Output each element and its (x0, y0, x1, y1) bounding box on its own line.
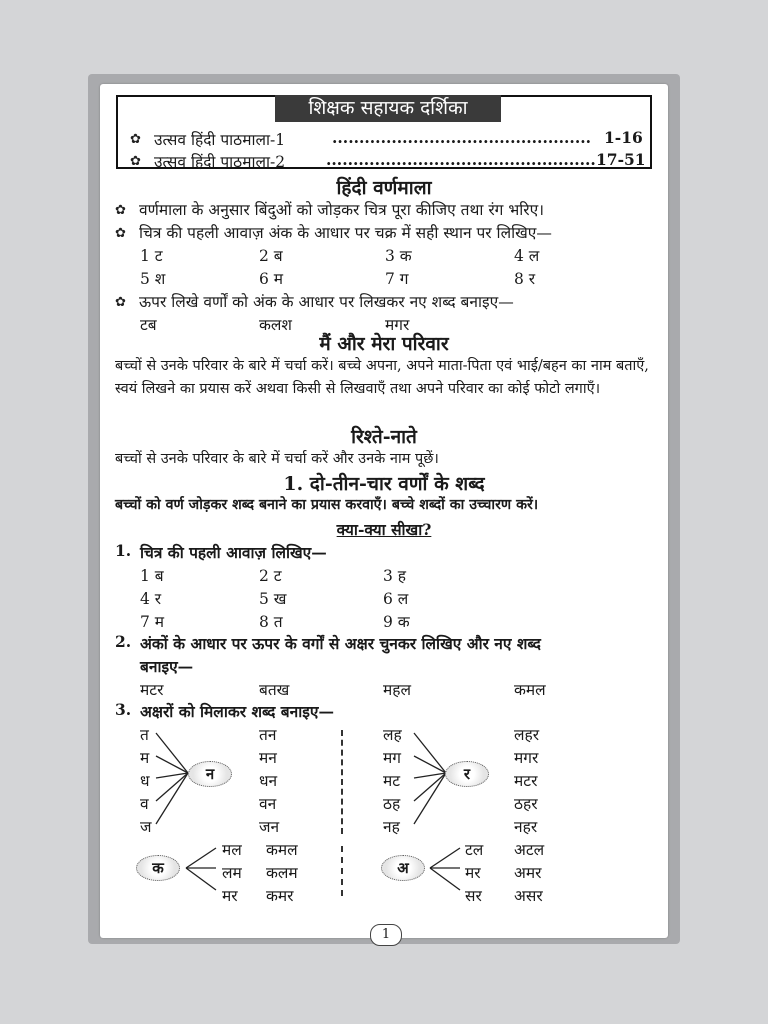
word-item: कमल (514, 681, 546, 699)
center-letter-badge: अ (381, 855, 425, 881)
letter-item: लह (383, 726, 402, 744)
question-2-text: अंकों के आधार पर ऊपर के वर्गों से अक्षर चुनकर लिखिए और नए शब्द (140, 634, 541, 653)
toc-item-2-label: उत्सव हिंदी पाठमाला-2 (154, 153, 286, 171)
toc-box (116, 95, 652, 169)
parivar-text: बच्चों से उनके परिवार के बारे में चर्चा करें। बच्चे अपना, अपने माता-पिता एवं भाई/बहन का नाम बताएँ, स्वयं लिखने का प्रयास करें अथवा किसी से लिखवाएँ तथा अपने परिवार का कोई फोटो लगाएँ। (115, 358, 649, 397)
question-number: 3. (115, 700, 132, 719)
word-item: कलम (266, 864, 298, 882)
q1-cell: 2 ट (259, 567, 282, 585)
word-item: नहर (514, 818, 538, 836)
grid-cell: 5 श (140, 270, 166, 288)
column-divider (341, 730, 343, 834)
question-number: 2. (115, 632, 132, 651)
q1-cell: 9 क (383, 613, 410, 631)
connector-lines (426, 846, 466, 896)
word-item: मगर (514, 749, 539, 767)
letter-item: नह (383, 818, 400, 836)
q1-cell: 7 म (140, 613, 165, 631)
flower-bullet-icon: ✿ (130, 154, 141, 169)
question-number: 1. (115, 541, 132, 560)
q1-cell: 4 र (140, 590, 162, 608)
grid-cell: 3 क (385, 247, 412, 265)
question-1-text: चित्र की पहली आवाज़ लिखिए— (140, 543, 327, 562)
letter-item: सर (465, 887, 482, 905)
grid-cell: 1 ट (140, 247, 163, 265)
page-number: 1 (370, 924, 402, 946)
toc-item-1-label: उत्सव हिंदी पाठमाला-1 (154, 131, 286, 149)
word-item: कमल (266, 841, 298, 859)
word-item: अमर (514, 864, 542, 882)
toc-item-2-dots: .................................................. (326, 150, 596, 169)
word-item: कलश (259, 316, 292, 334)
letter-item: मल (222, 841, 242, 859)
flower-bullet-icon: ✿ (115, 226, 126, 241)
flower-bullet-icon: ✿ (130, 132, 141, 147)
grid-cell: 7 ग (385, 270, 409, 288)
connector-lines (182, 846, 222, 896)
letter-item: मर (465, 864, 481, 882)
word-item: तन (259, 726, 277, 744)
word-item: मन (259, 749, 277, 767)
parivar-heading: मैं और मेरा परिवार (319, 333, 449, 355)
letter-item: म (140, 749, 150, 767)
letter-item: ध (140, 772, 150, 790)
column-divider (341, 846, 343, 896)
word-item: वन (259, 795, 277, 813)
grid-cell: 6 म (259, 270, 284, 288)
lesson-heading: 1. दो-तीन-चार वर्णों के शब्द (283, 473, 485, 495)
rishte-heading: रिश्ते-नाते (351, 426, 417, 448)
q1-cell: 6 ल (383, 590, 409, 608)
connector-lines (152, 729, 192, 829)
flower-bullet-icon: ✿ (115, 295, 126, 310)
flower-bullet-icon: ✿ (115, 203, 126, 218)
word-item: लहर (514, 726, 540, 744)
center-letter-badge: क (136, 855, 180, 881)
connector-lines (410, 729, 450, 829)
varnamala-bullet-2: चित्र की पहली आवाज़ अंक के आधार पर चक्र में सही स्थान पर लिखिए— (139, 224, 552, 242)
letter-item: मर (222, 887, 238, 905)
center-letter-badge: र (445, 761, 489, 787)
toc-item-1-dots: ................................................ (332, 128, 592, 147)
word-item: कमर (266, 887, 294, 905)
letter-item: ठह (383, 795, 401, 813)
letter-item: त (140, 726, 149, 744)
grid-cell: 4 ल (514, 247, 540, 265)
letter-item: मट (383, 772, 401, 790)
rishte-text: बच्चों से उनके परिवार के बारे में चर्चा करें और उनके नाम पूछें। (115, 451, 439, 467)
word-item: महल (383, 681, 412, 699)
lesson-subheading: क्या-क्या सीखा? (336, 520, 432, 539)
q1-cell: 1 ब (140, 567, 164, 585)
varnamala-bullet-1: वर्णमाला के अनुसार बिंदुओं को जोड़कर चित्र पूरा कीजिए तथा रंग भरिए। (139, 201, 545, 219)
word-item: मटर (514, 772, 538, 790)
document-page (100, 84, 668, 942)
varnamala-heading: हिंदी वर्णमाला (336, 177, 432, 199)
lesson-instruction: बच्चों को वर्ण जोड़कर शब्द बनाने का प्रयास करवाएँ। बच्चे शब्दों का उच्चारण करें। (115, 497, 539, 513)
letter-item: टल (465, 841, 484, 859)
word-item: टब (140, 316, 157, 334)
toc-item-1-pages: 1-16 (604, 128, 643, 147)
letter-item: व (140, 795, 149, 813)
word-item: बतख (259, 681, 290, 699)
grid-cell: 8 र (514, 270, 536, 288)
word-item: असर (514, 887, 543, 905)
q1-cell: 3 ह (383, 567, 407, 585)
word-item: धन (259, 772, 278, 790)
q1-cell: 5 ख (259, 590, 287, 608)
letter-item: मग (383, 749, 401, 767)
letter-item: लम (222, 864, 242, 882)
grid-cell: 2 ब (259, 247, 283, 265)
word-item: अटल (514, 841, 545, 859)
toc-title: शिक्षक सहायक दर्शिका (275, 95, 501, 122)
varnamala-bullet-3: ऊपर लिखे वर्णों को अंक के आधार पर लिखकर नए शब्द बनाइए— (139, 293, 514, 311)
word-item: मगर (385, 316, 410, 334)
word-item: मटर (140, 681, 164, 699)
word-item: ठहर (514, 795, 538, 813)
question-3-text: अक्षरों को मिलाकर शब्द बनाइए— (140, 702, 334, 721)
center-letter-badge: न (188, 761, 232, 787)
question-2-text-cont: बनाइए— (140, 657, 194, 676)
letter-item: ज (140, 818, 152, 836)
toc-item-2-pages: 17-51 (596, 150, 646, 169)
q1-cell: 8 त (259, 613, 283, 631)
word-item: जन (259, 818, 280, 836)
